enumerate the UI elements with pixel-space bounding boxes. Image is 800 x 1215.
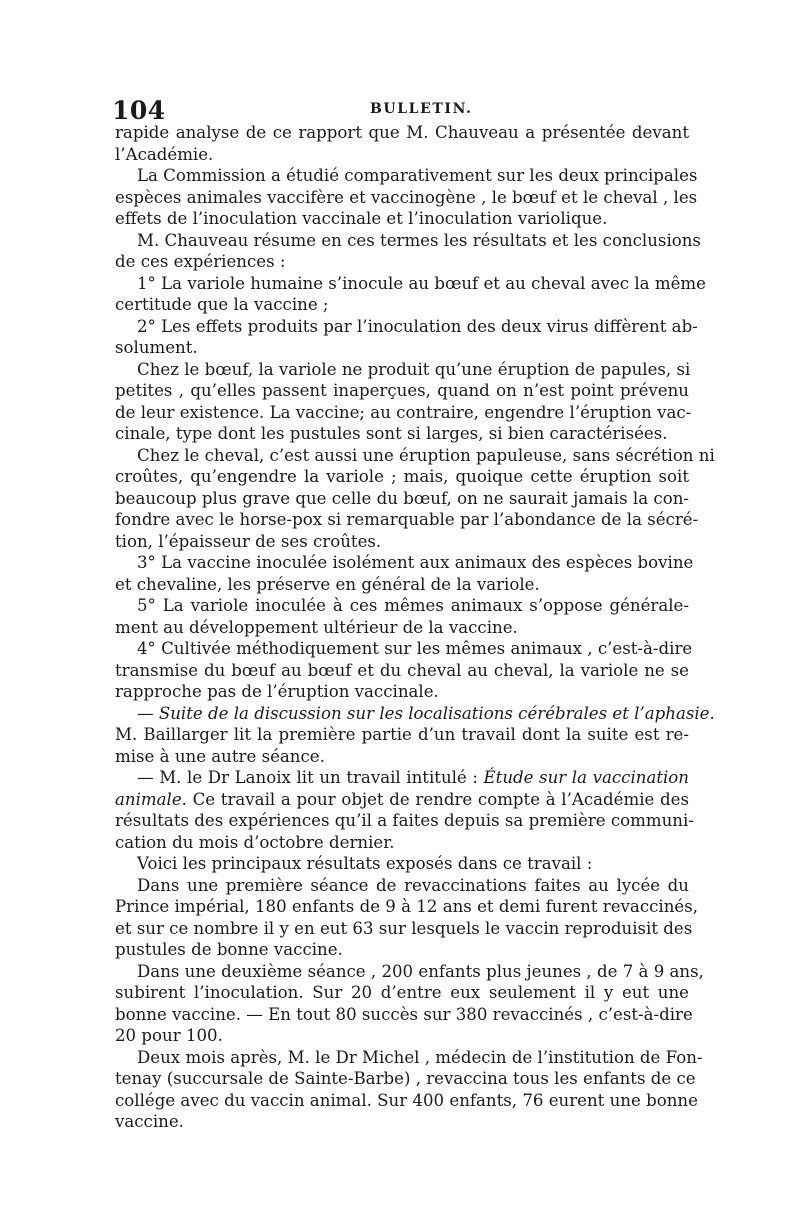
text-line — [115, 724, 689, 746]
text-run: Dans une deuxième séance , 200 enfants plus jeunes , de 7 à 9 ans, — [137, 961, 704, 981]
italic-run: Étude sur la vaccination — [483, 768, 689, 787]
text-line — [115, 1004, 693, 1026]
text-line — [115, 1025, 689, 1047]
text-run: l’Académie. — [115, 144, 214, 164]
text-run: résultats des expériences qu’il a faites depuis sa première communi- — [115, 811, 694, 830]
text-run: croûtes, qu’engendre la variole ; mais, quoique cette éruption soit — [115, 467, 689, 486]
text-run: M. Chauveau résume en ces termes les résultats et les conclusions — [137, 230, 701, 250]
text-line — [115, 165, 698, 187]
text-run: mise à une autre séance. — [115, 746, 325, 766]
text-line — [115, 552, 694, 574]
text-run: de leur existence. La vaccine; au contraire, engendre l’éruption vac- — [115, 402, 692, 422]
text-line — [115, 251, 689, 273]
text-run: M. Baillarger lit la première partie d’un travail dont la suite est re- — [115, 725, 689, 744]
text-run: 2° Les effets produits par l’inoculation des deux virus diffèrent ab- — [137, 316, 698, 336]
text-line — [115, 316, 698, 338]
text-line — [115, 337, 689, 359]
text-run: cation du mois d’octobre dernier. — [115, 832, 395, 852]
text-run: pustules de bonne vaccine. — [115, 940, 343, 959]
text-line — [115, 531, 689, 553]
text-run: tion, l’épaisseur de ses croûtes. — [115, 531, 382, 551]
text-line — [115, 574, 689, 596]
text-line — [115, 853, 689, 875]
text-run: effets de l’inoculation vaccinale et l’inoculation variolique. — [115, 209, 608, 228]
text-line — [115, 402, 692, 424]
text-line — [115, 832, 689, 854]
text-line — [115, 466, 689, 488]
text-run: et chevaline, les préserve en général de la variole. — [115, 574, 540, 594]
text-line — [115, 144, 689, 166]
text-line — [115, 488, 689, 510]
text-line — [115, 423, 689, 445]
text-line — [115, 509, 699, 531]
text-line — [115, 681, 689, 703]
text-run: espèces animales vaccifère et vaccinogène , le bœuf et le cheval , les — [115, 187, 698, 207]
text-run: beaucoup plus grave que celle du bœuf, on ne saurait jamais la con- — [115, 488, 689, 508]
text-run: Prince impérial, 180 enfants de 9 à 12 ans et demi furent revaccinés, — [115, 897, 699, 916]
text-run: bonne vaccine. — En tout 80 succès sur 380 revaccinés , c’est-à-dire — [115, 1004, 693, 1024]
body-text — [115, 122, 715, 1133]
text-line — [115, 187, 698, 209]
text-run: subirent l’inoculation. Sur 20 d’entre eux seulement il y eut une — [115, 983, 689, 1002]
text-line — [115, 122, 689, 144]
text-run: Dans une première séance de revaccinations faites au lycée du — [137, 875, 689, 895]
text-run: Voici les principaux résultats exposés dans ce travail : — [137, 854, 593, 873]
text-run: solument. — [115, 338, 198, 357]
text-line — [115, 1111, 689, 1133]
text-line — [115, 1047, 703, 1069]
text-run: et sur ce nombre il y en eut 63 sur lesquels le vaccin reproduisit des — [115, 918, 693, 938]
text-line — [115, 1068, 696, 1090]
text-run: 1° La variole humaine s’inocule au bœuf et au cheval avec la même — [137, 273, 706, 293]
text-line — [115, 982, 689, 1004]
italic-run: animale. — [115, 789, 187, 809]
text-run: Ce travail a pour objet de rendre compte à l’Académie des — [186, 789, 689, 809]
text-line — [115, 595, 689, 617]
text-run: Deux mois après, M. le Dr Michel , médecin de l’institution de Fon- — [137, 1047, 703, 1067]
italic-run: Suite de la discussion sur les localisations cérébrales et l’aphasie. — [158, 703, 715, 723]
text-run: 3° La vaccine inoculée isolément aux animaux des espèces bovine — [137, 553, 694, 572]
text-line — [115, 961, 704, 983]
text-run: — — [137, 703, 159, 723]
text-line — [115, 918, 693, 940]
text-run: 20 pour 100. — [115, 1026, 223, 1045]
text-line — [115, 294, 689, 316]
text-line — [115, 660, 689, 682]
text-run: rapide analyse de ce rapport que M. Chauveau a présentée devant — [115, 123, 689, 142]
running-title: BULLETIN. — [370, 101, 473, 117]
text-line — [115, 445, 715, 467]
text-line — [115, 273, 706, 295]
text-line — [115, 359, 689, 381]
text-run: collége avec du vaccin animal. Sur 400 enfants, 76 eurent une bonne — [115, 1090, 698, 1110]
text-line — [115, 1090, 698, 1112]
text-line — [115, 746, 689, 768]
text-line — [115, 896, 699, 918]
text-run: transmise du bœuf au bœuf et du cheval au cheval, la variole ne se — [115, 660, 689, 680]
text-run: vaccine. — [115, 1112, 184, 1131]
text-run: cinale, type dont les pustules sont si larges, si bien caractérisées. — [115, 424, 668, 443]
text-line — [115, 703, 715, 725]
text-line — [115, 810, 694, 832]
text-run: 5° La variole inoculée à ces mêmes animaux s’oppose générale- — [137, 596, 689, 615]
text-line — [115, 208, 689, 230]
text-run: tenay (succursale de Sainte-Barbe) , revaccina tous les enfants de ce — [115, 1069, 696, 1088]
text-run: La Commission a étudié comparativement sur les deux principales — [137, 166, 698, 185]
text-line — [115, 230, 701, 252]
text-run: Chez le bœuf, la variole ne produit qu’une éruption de papules, si — [137, 359, 691, 379]
text-run: 4° Cultivée méthodiquement sur les mêmes animaux , c’est-à-dire — [137, 639, 693, 658]
text-line — [115, 875, 689, 897]
text-line — [115, 767, 689, 789]
page-number: 104 — [112, 96, 166, 125]
text-line — [115, 939, 689, 961]
text-run: de ces expériences : — [115, 252, 286, 271]
text-line — [115, 638, 693, 660]
text-run: rapproche pas de l’éruption vaccinale. — [115, 682, 439, 701]
text-run: petites , qu’elles passent inaperçues, quand on n’est point prévenu — [115, 381, 689, 400]
text-run: Chez le cheval, c’est aussi une éruption papuleuse, sans sécrétion ni — [137, 445, 715, 465]
text-line — [115, 380, 689, 402]
text-run: certitude que la vaccine ; — [115, 295, 329, 314]
text-run: fondre avec le horse-pox si remarquable par l’abondance de la sécré- — [115, 510, 699, 529]
text-run: — M. le Dr Lanoix lit un travail intitulé : — [137, 768, 484, 787]
text-line — [115, 617, 689, 639]
text-line — [115, 789, 689, 811]
text-run: ment au développement ultérieur de la vaccine. — [115, 617, 518, 637]
